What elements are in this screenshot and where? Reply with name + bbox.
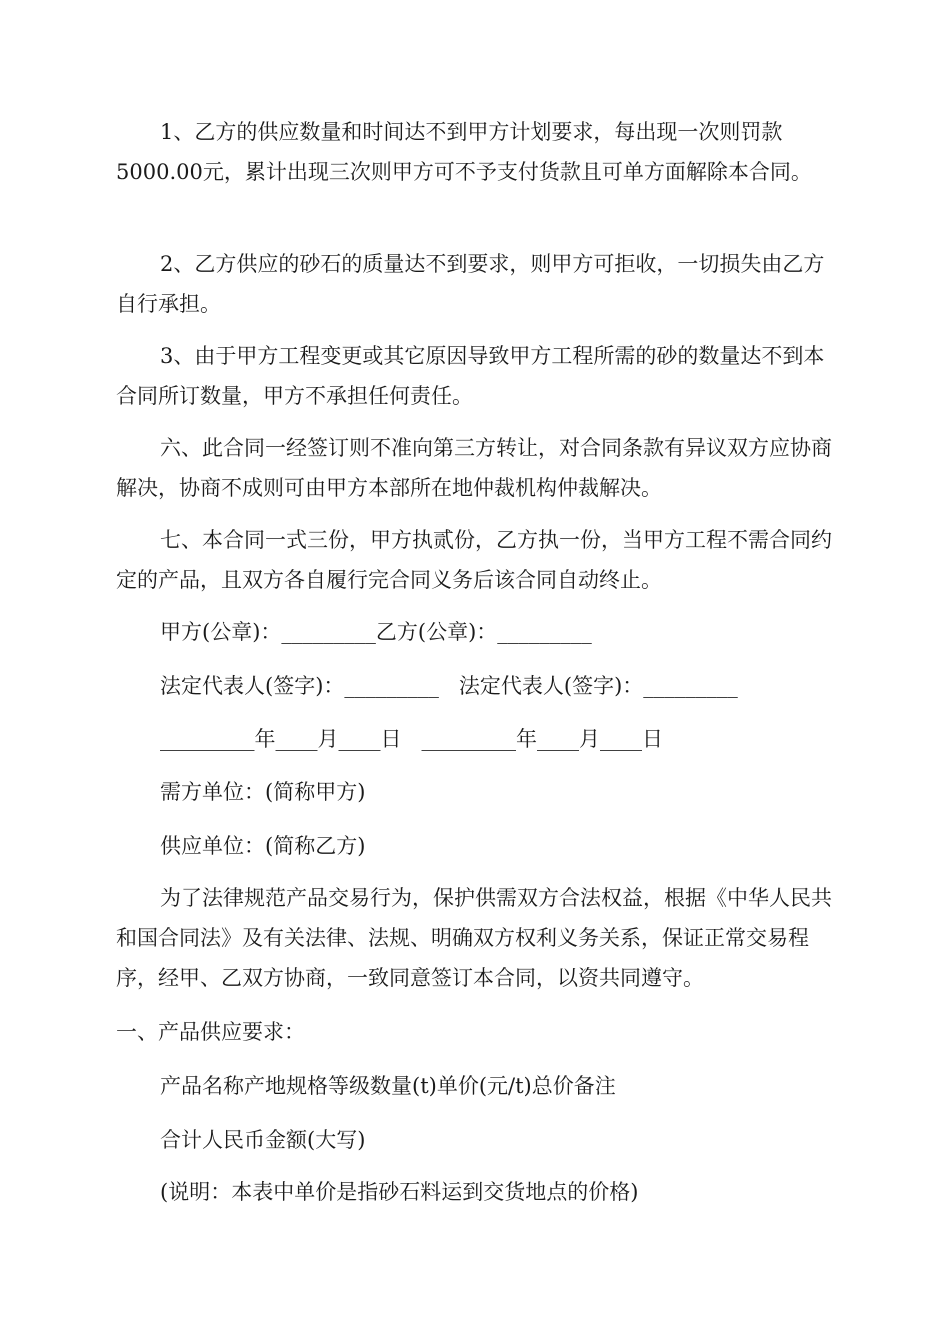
clause-quality-reject: 2、乙方供应的砂石的质量达不到要求，则甲方可拒收，一切损失由乙方自行承担。: [116, 252, 825, 316]
signature-seal-line: 甲方(公章)：_________乙方(公章)：_________: [160, 620, 592, 644]
clause-copies-termination: 七、本合同一式三份，甲方执贰份，乙方执一份，当甲方工程不需合同约定的产品，且双方各自履行完合同义务后该合同自动终止。: [116, 528, 832, 592]
supplier-unit: 供应单位：(简称乙方): [160, 834, 366, 858]
clause-transfer-arbitration: 六、此合同一经签订则不准向第三方转让，对合同条款有异议双方应协商解决，协商不成则可由甲方本部所在地仲裁机构仲裁解决。: [116, 436, 832, 500]
clause-penalty-supply: 1、乙方的供应数量和时间达不到甲方计划要求，每出现一次则罚款5000.00元，累计出现三次则甲方可不予支付货款且可单方面解除本合同。: [116, 120, 812, 184]
section-heading-product-supply: 一、产品供应要求：: [116, 1020, 305, 1044]
clause-quantity-change: 3、由于甲方工程变更或其它原因导致甲方工程所需的砂的数量达不到本合同所订数量，甲方不承担任何责任。: [116, 344, 825, 408]
price-note: (说明：本表中单价是指砂石料运到交货地点的价格): [160, 1180, 639, 1204]
product-table-header: 产品名称产地规格等级数量(t)单价(元/t)总价备注: [160, 1074, 616, 1098]
preamble-paragraph: 为了法律规范产品交易行为，保护供需双方合法权益，根据《中华人民共和国合同法》及有关法律、法规、明确双方权利义务关系，保证正常交易程序，经甲、乙双方协商，一致同意签订本合同，以资共同遵守。: [116, 886, 832, 990]
signature-representative-line: 法定代表人(签字)：_________ 法定代表人(签字)：_________: [160, 674, 738, 698]
signature-date-line: _________年____月____日 _________年____月____日: [160, 727, 664, 751]
buyer-unit: 需方单位：(简称甲方): [160, 780, 366, 804]
total-amount-line: 合计人民币金额(大写): [160, 1128, 366, 1152]
